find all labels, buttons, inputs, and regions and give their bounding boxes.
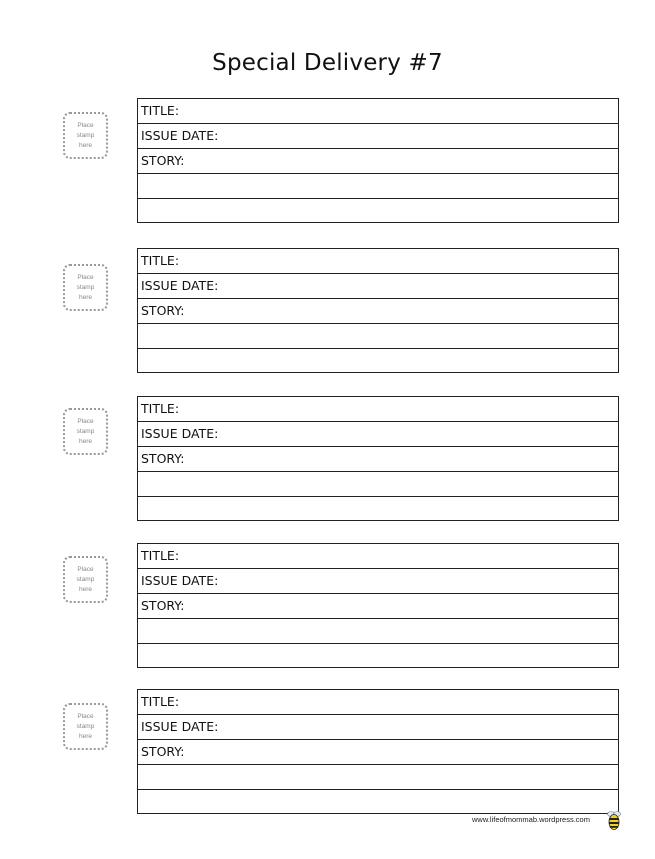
title-label: TITLE: (141, 694, 180, 709)
issue-date-row[interactable] (138, 714, 618, 739)
title-label: TITLE: (141, 253, 180, 268)
title-row[interactable] (138, 99, 618, 123)
entry-card (0, 543, 655, 668)
story-row[interactable] (138, 148, 618, 173)
issue-date-row[interactable] (138, 421, 618, 446)
stamp-text-line: stamp (76, 131, 95, 139)
story-label: STORY: (141, 744, 185, 759)
issue-date-row[interactable] (138, 568, 618, 593)
entry-card (0, 248, 655, 373)
stamp-text-line: here (78, 141, 92, 149)
stamp-text-line: here (78, 585, 92, 593)
title-row[interactable] (138, 544, 618, 568)
story-line[interactable] (138, 618, 618, 643)
stamp-text-line: stamp (76, 427, 95, 435)
entry-table (137, 98, 619, 223)
stamp-text-line: stamp (76, 575, 95, 583)
story-row[interactable] (138, 739, 618, 764)
entry-table (137, 689, 619, 814)
bee-icon (607, 809, 621, 831)
title-label: TITLE: (141, 401, 180, 416)
stamp-text-line: Place (77, 565, 94, 573)
entry-table (137, 396, 619, 521)
issue-date-label: ISSUE DATE: (141, 719, 219, 734)
title-label: TITLE: (141, 103, 180, 118)
issue-date-label: ISSUE DATE: (141, 573, 219, 588)
entry-card (0, 689, 655, 814)
stamp-box (63, 408, 108, 455)
story-line[interactable] (138, 643, 618, 668)
story-line[interactable] (138, 764, 618, 789)
entry-card (0, 396, 655, 521)
story-line[interactable] (138, 323, 618, 348)
entry-table (137, 543, 619, 668)
stamp-text-line: Place (77, 417, 94, 425)
stamp-text-line: here (78, 437, 92, 445)
issue-date-row[interactable] (138, 123, 618, 148)
story-label: STORY: (141, 598, 185, 613)
story-line[interactable] (138, 173, 618, 198)
stamp-text-line: here (78, 732, 92, 740)
story-line[interactable] (138, 198, 618, 223)
story-row[interactable] (138, 593, 618, 618)
title-label: TITLE: (141, 548, 180, 563)
stamp-box (63, 556, 108, 603)
story-line[interactable] (138, 789, 618, 814)
stamp-text-line: Place (77, 712, 94, 720)
title-row[interactable] (138, 690, 618, 714)
stamp-text-line: here (78, 293, 92, 301)
stamp-text-line: stamp (76, 722, 95, 730)
page-title: Special Delivery #7 (212, 50, 443, 76)
story-line[interactable] (138, 471, 618, 496)
issue-date-row[interactable] (138, 273, 618, 298)
story-line[interactable] (138, 496, 618, 521)
issue-date-label: ISSUE DATE: (141, 426, 219, 441)
entry-card (0, 98, 655, 223)
issue-date-label: ISSUE DATE: (141, 128, 219, 143)
story-row[interactable] (138, 446, 618, 471)
issue-date-label: ISSUE DATE: (141, 278, 219, 293)
story-label: STORY: (141, 153, 185, 168)
stamp-text-line: Place (77, 273, 94, 281)
title-row[interactable] (138, 249, 618, 273)
stamp-box (63, 703, 108, 750)
footer-url[interactable]: www.lifeofmommab.wordpress.com (472, 815, 590, 824)
stamp-box (63, 264, 108, 311)
story-line[interactable] (138, 348, 618, 373)
story-row[interactable] (138, 298, 618, 323)
stamp-box (63, 112, 108, 159)
title-row[interactable] (138, 397, 618, 421)
story-label: STORY: (141, 303, 185, 318)
stamp-text-line: stamp (76, 283, 95, 291)
entry-table (137, 248, 619, 373)
story-label: STORY: (141, 451, 185, 466)
stamp-text-line: Place (77, 121, 94, 129)
